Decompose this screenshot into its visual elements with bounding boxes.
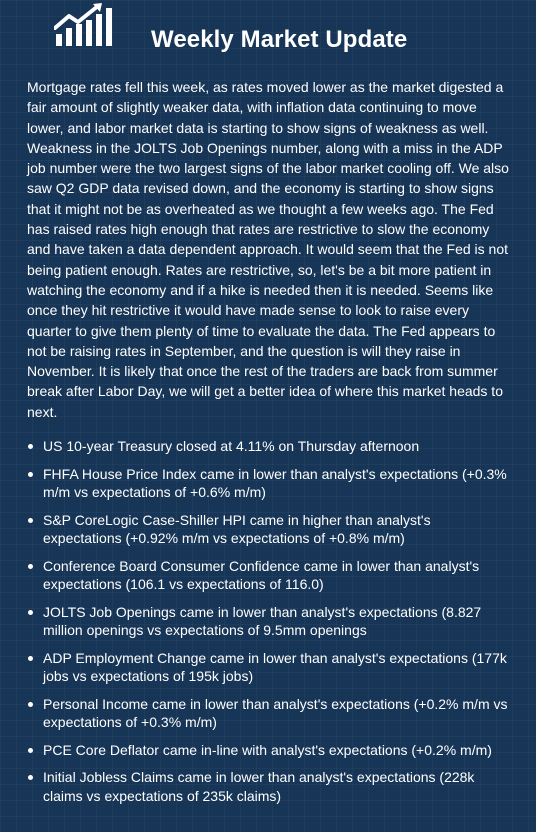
bullet-item-jolts-job-openings: JOLTS Job Openings came in lower than analyst's expectations (8.827 million openings vs expectations of 9.5mm openings: [27, 603, 512, 640]
bullet-item-fhfa-house-price-index: FHFA House Price Index came in lower than analyst's expectations (+0.3% m/m vs expectations of +0.6% m/m): [27, 465, 512, 502]
bullet-item-treasury: US 10-year Treasury closed at 4.11% on Thursday afternoon: [27, 437, 512, 456]
bullet-item-initial-jobless-claims: Initial Jobless Claims came in lower than analyst's expectations (228k claims vs expectations of 235k claims): [27, 768, 512, 805]
bar-chart-trend-up-icon: [54, 0, 114, 48]
header: [27, 0, 512, 72]
market-bullet-list: [27, 437, 512, 805]
bullet-item-consumer-confidence: Conference Board Consumer Confidence came in lower than analyst's expectations (106.1 vs expectations of 116.0): [27, 557, 512, 594]
bullet-item-personal-income: Personal Income came in lower than analyst's expectations (+0.2% m/m vs expectations of +0.3% m/m): [27, 695, 512, 732]
intro-paragraph: Mortgage rates fell this week, as rates moved lower as the market digested a fair amount of slightly weaker data, with inflation data continuing to move lower, and labor market data is starting to show signs of weakness as well. Weakness in the JOLTS Job Openings number, along with a miss in the ADP job number were the two largest signs of the labor market cooling off. We also saw Q2 GDP data revised down, and the economy is starting to show signs that it might not be as overheated as we thought a few weeks ago. The Fed has raised rates high enough that rates are restrictive to slow the economy and have taken a data dependent approach. It would seem that the Fed is not being patient enough. Rates are restrictive, so, let's be a bit more patient in watching the economy and if a hike is needed then it is needed. Seems like once they hit restrictive it would have made sense to look to raise every quarter to give them plenty of time to evaluate the data. The Fed appears to not be raising rates in September, and the question is will they raise in November. It is likely that once the rest of the traders are back from summer break after Labor Day, we will get a better idea of where this market heads to next.: [27, 79, 509, 420]
bullet-item-case-shiller-hpi: S&P CoreLogic Case-Shiller HPI came in higher than analyst's expectations (+0.92% m/m vs expectations of +0.8% m/m): [27, 511, 512, 548]
page-title: Weekly Market Update: [151, 26, 408, 53]
bullet-item-adp-employment-change: ADP Employment Change came in lower than analyst's expectations (177k jobs vs expectations of 195k jobs): [27, 649, 512, 686]
bullet-item-pce-core-deflator: PCE Core Deflator came in-line with analyst's expectations (+0.2% m/m): [27, 741, 512, 760]
